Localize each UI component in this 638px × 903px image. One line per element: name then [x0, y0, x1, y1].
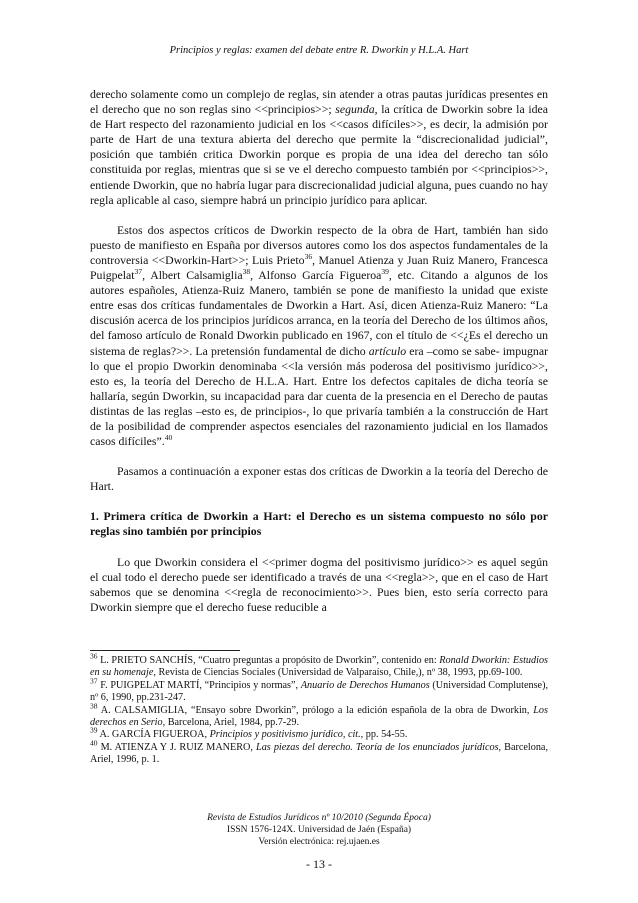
text-run: , Albert Calsamiglia: [142, 268, 243, 283]
footnote-ref-39[interactable]: 39: [381, 267, 389, 277]
footnote-ref-40[interactable]: 40: [164, 433, 173, 443]
text-run: Revista de Ciencias Sociales (Universidad de Valparaíso, Chile,), nº 38, 1993, pp.69-100.: [155, 667, 523, 679]
electronic-version: Versión electrónica: rej.ujaen.es: [258, 837, 380, 847]
footnote-divider: [90, 650, 240, 651]
text-run-italic: artículo: [368, 343, 407, 358]
footnote-number: 37: [90, 676, 98, 686]
text-run: F. PUIGPELAT MARTÍ, “Principios y normas”,: [97, 679, 301, 691]
footnote-37: [90, 676, 549, 705]
text-run: era –como se sabe- impugnar lo que el propio Dworkin denominaba <<la versión más poderosa del positivismo jurídico>>, esto es, la teoría del Derecho de H.L.A. Hart. Entre los defectos capitales de dicha teoría se hallaría, según Dworkin, su incapacidad para dar cuenta de la presencia en el Derecho de pautas distintas de las reglas –esto es, de principios-, lo que privaría también a la construcción de Hart de la posibilidad de comprender aspectos esenciales del razonamiento judicial en los llamados casos difíciles”.: [90, 343, 548, 449]
text-run: Barcelona, Ariel, 1984, pp.7-29.: [165, 717, 299, 729]
text-run: , la crítica de Dworkin sobre la idea de Hart respecto del razonamiento judicial en los <<casos difíciles>>, es decir, la admisión por parte de Hart de una textura abierta del derecho que permite la “discrecionalidad judicial”, posición que también critica Dworkin porque es propia de una idea del derecho tan sólo constituida por reglas, mientras que si se ve el derecho compuesto también por <<principios>>, entiende Dworkin, que no habría lugar para discrecionalidad judicial alguna, pues cuando no hay regla aplicable al caso, siempre habrá un principio jurídico para aplicar.: [90, 102, 548, 207]
footnote-39: [90, 726, 548, 741]
footnote-number: 38: [90, 701, 98, 711]
paragraph-3: Pasamos a continuación a exponer estas dos críticas de Dworkin a la teoría del Derecho de Hart.: [90, 464, 548, 494]
footnote-38: [90, 701, 548, 730]
section-heading: 1. Primera crítica de Dworkin a Hart: el Derecho es un sistema compuesto no sólo por reglas sino también por principios: [90, 509, 548, 539]
body-text: [90, 87, 548, 615]
footnotes: [90, 651, 549, 767]
footnote-ref-36[interactable]: 36: [304, 252, 313, 262]
footnote-ref-37[interactable]: 37: [134, 267, 143, 277]
footnote-36: [90, 651, 549, 680]
footnote-ref-38[interactable]: 38: [242, 267, 251, 277]
text-run-italic: Ronald Dworkin: Estudios en su homenaje,: [90, 655, 549, 679]
text-run: Barcelona, Ariel, 1996, p. 1.: [90, 741, 548, 766]
text-run-italic: Principios y positivismo jurídico, cit.,: [209, 729, 364, 741]
running-header: Principios y reglas: examen del debate entre R. Dworkin y H.L.A. Hart: [169, 45, 469, 56]
text-run-italic: Las piezas del derecho. Teoría de los enunciados jurídicos,: [256, 741, 502, 753]
footnote-number: 36: [90, 651, 98, 661]
issn-line: ISSN 1576-124X. Universidad de Jaén (España): [226, 825, 412, 835]
paragraph-2: [90, 223, 548, 449]
footnote-40: [90, 738, 548, 767]
text-run: Estos dos aspectos críticos de Dworkin respecto de la obra de Hart, también han sido puesto de manifiesto en España por diversos autores como los dos aspectos fundamentales de la controversia <<Dworkin-Hart>>; Luis Prieto: [90, 222, 548, 267]
text-run: L. PRIETO SANCHÍS, “Cuatro preguntas a propósito de Dworkin”, contenido en:: [97, 655, 440, 666]
text-run: A. CALSAMIGLIA, “Ensayo sobre Dworkin”, prólogo a la edición española de la obra de Dworkin,: [97, 704, 534, 716]
text-run: (Universidad Complutense), nº 6, 1990, pp.231-247.: [90, 679, 549, 704]
text-run: M. ATIENZA Y J. RUIZ MANERO,: [97, 741, 257, 753]
page-footer: [0, 812, 638, 848]
text-run: , etc. Citando a algunos de los autores españoles, Atienza-Ruiz Manero, también se pone de manifiesto la unidad que existe entre esas dos críticas fundamentales de Dworkin a Hart. Así, dicen Atienza-Ruiz Manero: “La discusión acerca de los principios jurídicos arranca, en la teoría del Derecho de los últimos años, del famoso artículo de Ronald Dworkin publicado en 1967, con el título de <<¿Es el derecho un sistema de reglas?>>. La pretensión fundamental de dicho: [90, 268, 549, 358]
text-run: pp. 54-55.: [363, 729, 408, 741]
footnote-number: 40: [90, 738, 98, 748]
text-run: A. GARCÍA FIGUEROA,: [97, 729, 210, 741]
paragraph-1: [90, 87, 548, 208]
footnote-number: 39: [90, 726, 98, 736]
text-run: , Manuel Atienza y Juan Ruiz Manero, Francesca Puigpelat: [90, 252, 548, 283]
text-run: , Alfonso García Figueroa: [250, 268, 382, 283]
text-run-italic: Anuario de Derechos Humanos: [300, 679, 430, 691]
paragraph-4: Lo que Dworkin considera el <<primer dogma del positivismo jurídico>> es aquel según el cual todo el derecho puede ser identificado a través de una <<regla>>, que en el caso de Hart sabemos que se denomina <<regla de reconocimiento>>. Pues bien, esto sería correcto para Dworkin siempre que el derecho fuese reducible a: [90, 554, 548, 614]
page-number: - 13 -: [306, 857, 332, 871]
text-run-italic: Los derechos en Serio,: [90, 704, 548, 729]
text-run-italic: segunda: [335, 102, 375, 117]
text-run: derecho solamente como un complejo de reglas, sin atender a otras pautas jurídicas presentes en el derecho que no son reglas sino <<principios>>;: [90, 87, 548, 117]
journal-title: Revista de Estudios Jurídicos nº 10/2010 (Segunda Época): [207, 813, 431, 823]
